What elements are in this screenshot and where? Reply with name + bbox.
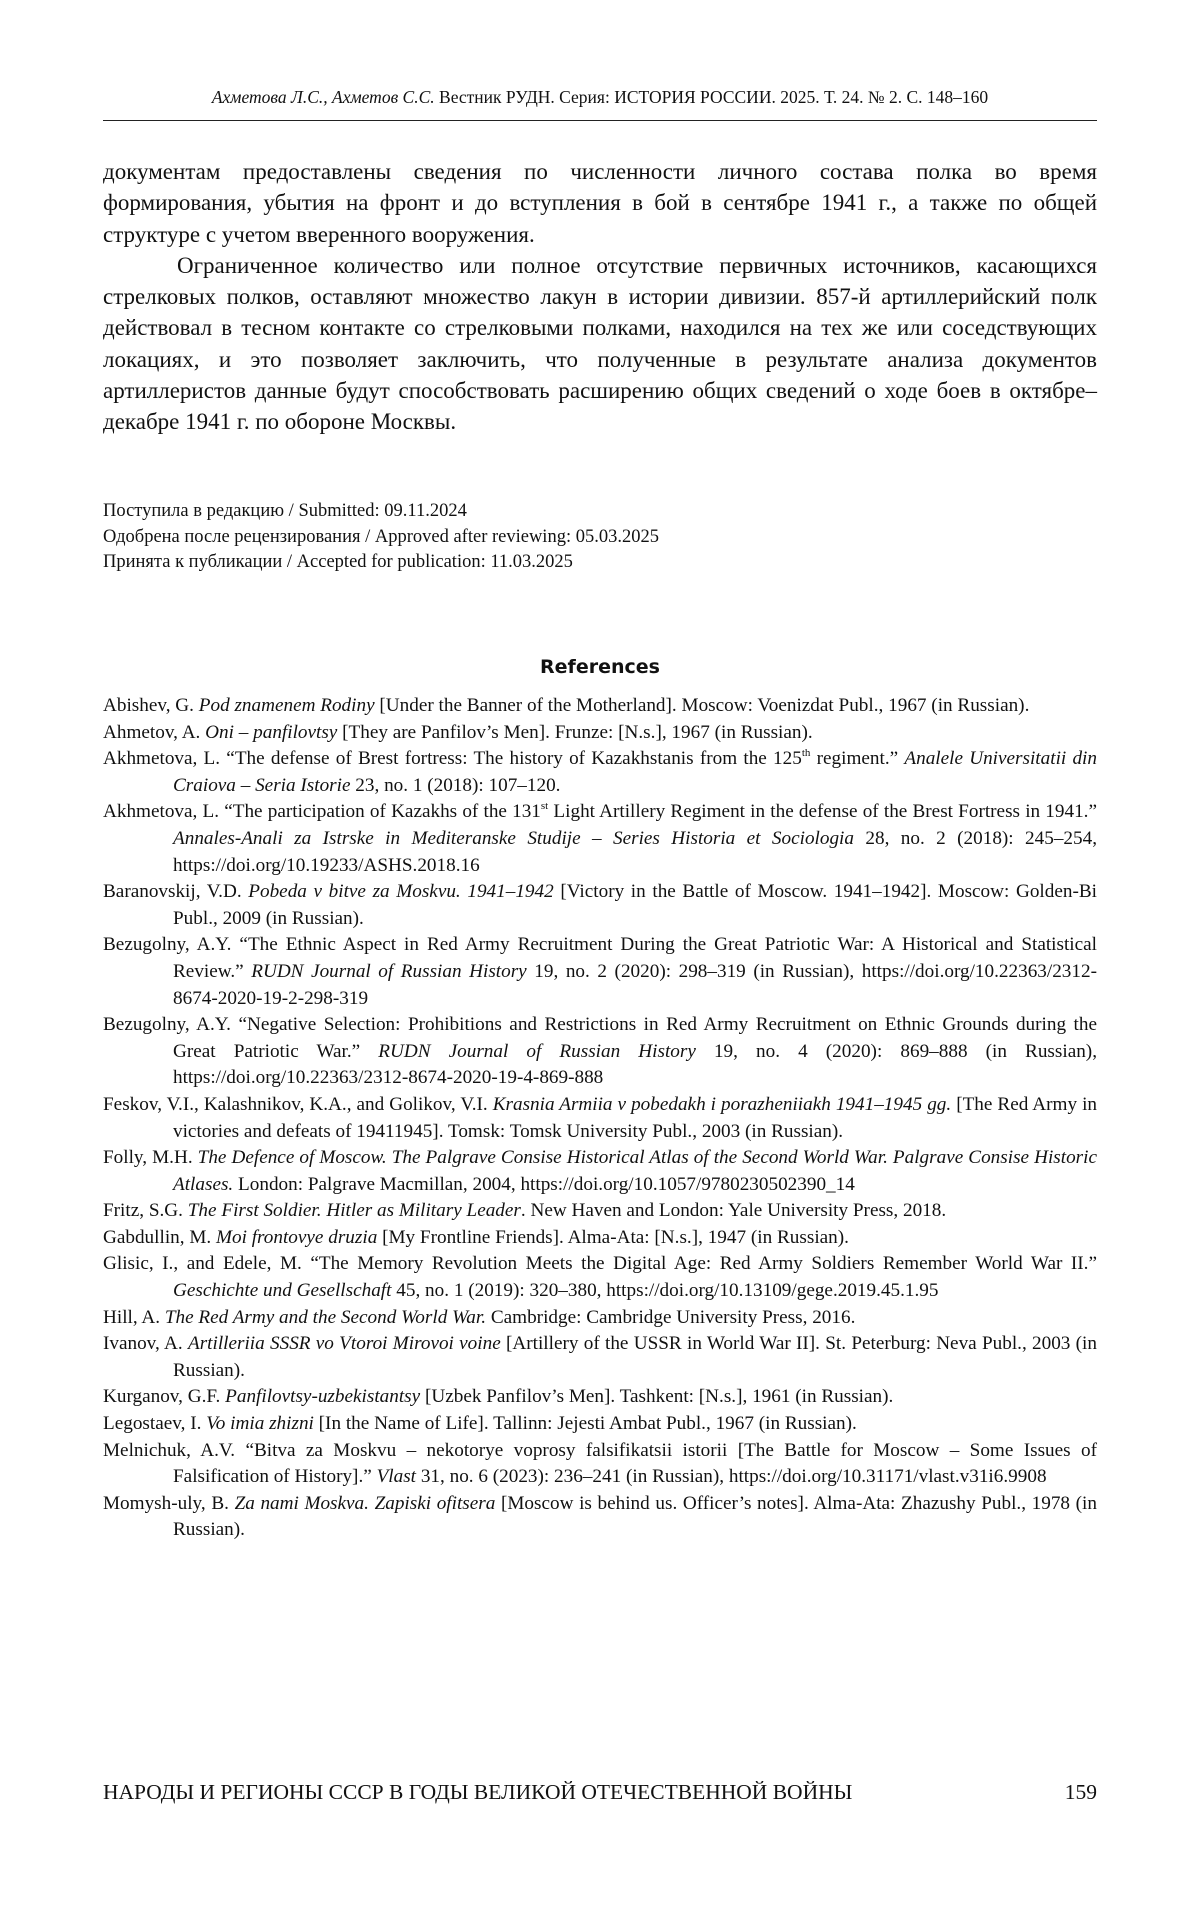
reference-text: Hill, A.	[103, 1306, 165, 1328]
reference-text: 23, no. 1 (2018): 107–120.	[350, 774, 561, 796]
submitted-date: Поступила в редакцию / Submitted: 09.11.2024	[103, 501, 467, 521]
reference-title: RUDN Journal of Russian History	[378, 1040, 696, 1062]
reference-text: Cambridge: Cambridge University Press, 2016.	[486, 1306, 856, 1328]
reference-text: Kurganov, G.F.	[103, 1386, 226, 1408]
reference-text: [The Red Army in victories and defeats of 19411945]. Tomsk: Tomsk University Publ., 2003 (in Russian).	[173, 1093, 1098, 1142]
page-number: 159	[1064, 1780, 1097, 1804]
publication-dates	[103, 499, 1097, 576]
reference-item	[103, 693, 1097, 720]
reference-text: Glisic, I., and Edele, M. “The Memory Revolution Meets the Digital Age: Red Army Soldiers Remember World War II.”	[103, 1253, 1097, 1275]
reference-item	[103, 1411, 1097, 1438]
reference-title: Krasnia Armiia v pobedakh i porazheniiakh 1941–1945 gg.	[492, 1093, 952, 1115]
reference-text: [Artillery of the USSR in World War II]. St. Peterburg: Neva Publ., 2003 (in Russian).	[173, 1333, 1097, 1381]
reference-text: [Uzbek Panfilov’s Men]. Tashkent: [N.s.], 1961 (in Russian).	[420, 1386, 894, 1408]
accepted-date: Принята к публикации / Accepted for publication: 11.03.2025	[103, 552, 573, 572]
reference-text: 31, no. 6 (2023): 236–241 (in Russian), https://doi.org/10.31171/vlast.v31i6.9908	[416, 1466, 1047, 1488]
article-body	[103, 156, 1097, 438]
reference-text: [Victory in the Battle of Moscow. 1941–1942]. Moscow: Golden-Bi Publ., 2009 (in Russian).	[173, 881, 1097, 929]
approved-date: Одобрена после рецензирования / Approved after reviewing: 05.03.2025	[103, 526, 659, 547]
reference-text: regiment.”	[810, 748, 905, 770]
reference-superscript: th	[801, 747, 811, 760]
reference-text: 19, no. 2 (2020): 298–319 (in Russian), https://doi.org/10.22363/2312-8674-2020-19-2-298-319	[173, 960, 1097, 1009]
running-header	[103, 86, 1097, 108]
reference-text: Gabdullin, M.	[103, 1226, 216, 1248]
reference-text: . New Haven and London: Yale University Press, 2018.	[520, 1200, 947, 1222]
reference-text: Bezugolny, A.Y. “The Ethnic Aspect in Red Army Recruitment During the Great Patriotic War: A Historical and Statistical Review.”	[103, 934, 1097, 982]
reference-text: 28, no. 2 (2018): 245–254, https://doi.org/10.19233/ASHS.2018.16	[173, 827, 1097, 876]
reference-text: Melnichuk, A.V. “Bitva za Moskvu – nekotorye voprosy falsifikatsii istorii [The Battle for Moscow – Some Issues of Falsification of History].”	[103, 1439, 1097, 1488]
reference-title: Za nami Moskva. Zapiski ofitsera	[234, 1492, 496, 1514]
reference-item	[103, 1331, 1097, 1384]
reference-title: Analele Universitatii din Craiova – Seria Istorie	[173, 748, 1097, 796]
reference-text: 45, no. 1 (2019): 320–380, https://doi.org/10.13109/gege.2019.45.1.95	[391, 1280, 939, 1302]
reference-text: [My Frontline Friends]. Alma-Ata: [N.s.], 1947 (in Russian).	[377, 1226, 849, 1248]
reference-item	[103, 1012, 1097, 1092]
reference-title: Moi frontovye druzia	[216, 1226, 378, 1248]
reference-title: Annales-Anali za Istrske in Mediteranske Studije – Series Historia et Sociologia	[173, 827, 854, 849]
reference-item	[103, 932, 1097, 1012]
reference-title: Vlast	[376, 1466, 417, 1488]
reference-text: Fritz, S.G.	[103, 1200, 188, 1222]
header-divider	[103, 120, 1097, 121]
reference-title: Artilleriia SSSR vo Vtoroi Mirovoi voine	[187, 1333, 501, 1355]
reference-text: Abishev, G.	[103, 695, 199, 716]
reference-item	[103, 1305, 1097, 1332]
reference-item	[103, 1251, 1097, 1304]
reference-item	[103, 1198, 1097, 1225]
reference-title: The Defence of Moscow. The Palgrave Consise Historical Atlas of the Second World War. Palgrave Consise Historic Atlases.	[173, 1147, 1097, 1195]
reference-item	[103, 1438, 1097, 1491]
reference-text: London: Palgrave Macmillan, 2004, https://doi.org/10.1057/9780230502390_14	[233, 1173, 855, 1195]
reference-item	[103, 1225, 1097, 1252]
reference-text: Folly, M.H.	[103, 1147, 198, 1169]
header-journal: Вестник РУДН. Серия: ИСТОРИЯ РОССИИ. 2025. Т. 24. № 2. С. 148–160	[439, 87, 989, 107]
reference-text: [In the Name of Life]. Tallinn: Jejesti Ambat Publ., 1967 (in Russian).	[313, 1413, 857, 1435]
reference-item	[103, 746, 1097, 799]
reference-item	[103, 720, 1097, 747]
reference-item	[103, 879, 1097, 932]
reference-text: 19, no. 4 (2020): 869–888 (in Russian), https://doi.org/10.22363/2312-8674-2020-19-4-869-888	[173, 1040, 1097, 1089]
reference-title: The Red Army and the Second World War.	[164, 1306, 487, 1328]
reference-title: Vo imia zhizni	[206, 1413, 314, 1435]
references-list	[103, 693, 1097, 1544]
reference-text: Baranovskij, V.D.	[103, 881, 249, 903]
reference-text: Ahmetov, A.	[103, 721, 206, 743]
reference-text: Akhmetova, L. “The defense of Brest fortress: The history of Kazakhstanis from the 125	[103, 748, 802, 770]
body-paragraph-1: документам предоставлены сведения по численности личного состава полка во время формирования, убытия на фронт и до вступления в бой в сентябре 1941 г., а также по общей структуре с учетом вверенного вооружения.	[103, 159, 1097, 247]
reference-text: [Under the Banner of the Motherland]. Moscow: Voenizdat Publ., 1967 (in Russian).	[374, 695, 1030, 716]
header-authors: Ахметова Л.С., Ахметов С.С.	[211, 87, 435, 107]
reference-text: [They are Panfilov’s Men]. Frunze: [N.s.], 1967 (in Russian).	[337, 721, 813, 743]
reference-superscript: st	[540, 800, 549, 813]
reference-text: Momysh-uly, B.	[103, 1492, 235, 1514]
footer-journal-section: НАРОДЫ И РЕГИОНЫ СССР В ГОДЫ ВЕЛИКОЙ ОТЕЧЕСТВЕННОЙ ВОЙНЫ	[103, 1780, 853, 1804]
reference-text: Feskov, V.I., Kalashnikov, K.A., and Golikov, V.I.	[103, 1093, 493, 1115]
body-paragraph-2: Ограниченное количество или полное отсутствие первичных источников, касающихся стрелковых полков, оставляют множество лакун в истории дивизии. 857-й артиллерийский полк действовал в тесном контакте со стрелковыми полками, находился на тех же или соседствующих локациях, и это позволяет заключить, что полученные в результате анализа документов артиллеристов данные будут способствовать расширению общих сведений о ходе боев в октябре–декабре 1941 г. по обороне Москвы.	[103, 252, 1097, 435]
reference-text: Akhmetova, L. “The participation of Kazakhs of the 131	[103, 801, 541, 823]
reference-title: Oni – panfilovtsy	[205, 721, 338, 743]
reference-item	[103, 1491, 1097, 1544]
reference-title: Pod znamenem Rodiny	[198, 695, 375, 716]
reference-text: Bezugolny, A.Y. “Negative Selection: Prohibitions and Restrictions in Red Army Recruitment on Ethnic Grounds during the Great Patriotic War.”	[103, 1014, 1097, 1062]
reference-item	[103, 1092, 1097, 1145]
reference-title: Geschichte und Gesellschaft	[173, 1280, 392, 1302]
reference-item	[103, 799, 1097, 879]
reference-title: Pobeda v bitve za Moskvu. 1941–1942	[248, 881, 554, 903]
reference-item	[103, 1145, 1097, 1198]
reference-text: Ivanov, A.	[103, 1333, 188, 1355]
reference-title: Panfilovtsy-uzbekistantsy	[225, 1386, 421, 1408]
reference-item	[103, 1384, 1097, 1411]
references-heading: References	[540, 656, 660, 678]
reference-text: Legostaev, I.	[103, 1413, 207, 1435]
reference-text: [Moscow is behind us. Officer’s notes]. Alma-Ata: Zhazushy Publ., 1978 (in Russian).	[173, 1492, 1097, 1541]
reference-title: RUDN Journal of Russian History	[251, 960, 527, 982]
reference-title: The First Soldier. Hitler as Military Leader	[187, 1200, 521, 1222]
reference-text: Light Artillery Regiment in the defense of the Brest Fortress in 1941.”	[548, 801, 1097, 823]
